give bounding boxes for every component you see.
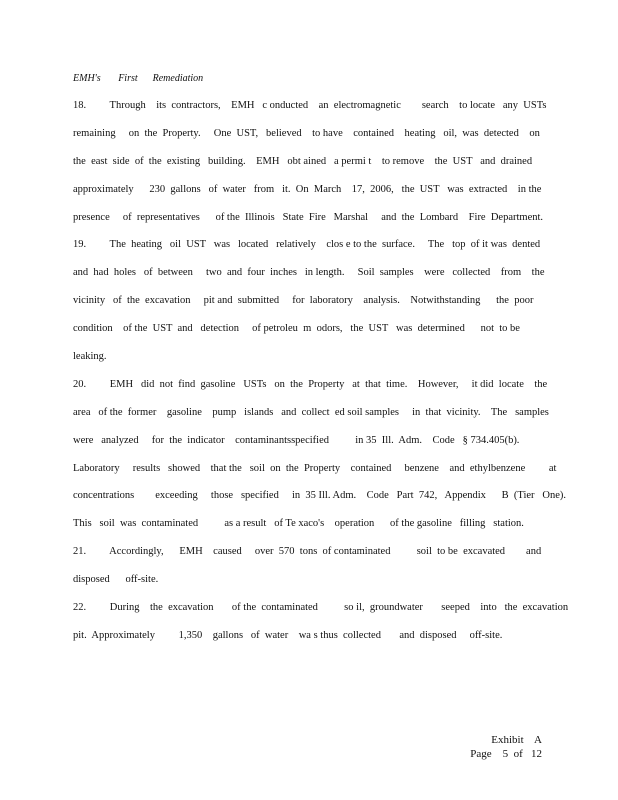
section-heading: EMH's First Remediation: [73, 73, 204, 84]
text-line: presence of representatives of the Illinois State Fire Marshal and the Lombard Fire Department.: [73, 211, 544, 223]
exhibit-label: Exhibit A: [491, 734, 542, 746]
text-line: 21. Accordingly, EMH caused over 570 tons of contaminated soil to be excavated and: [73, 546, 542, 558]
text-line: concentrations exceeding those specified in 35 Ill. Adm. Code Part 742, Appendix B (Tier One).: [73, 490, 567, 502]
text-line: area of the former gasoline pump islands and collect ed soil samples in that vicinity. The samples: [73, 406, 549, 418]
text-line: This soil was contaminated as a result of Te xaco's operation of the gasoline filling station.: [73, 518, 524, 530]
text-line: approximately 230 gallons of water from it. On March 17, 2006, the UST was extracted in the: [73, 183, 542, 195]
page-number: Page 5 of 12: [470, 748, 542, 760]
text-line: remaining on the Property. One UST, believed to have contained heating oil, was detected on: [73, 127, 540, 139]
text-line: 19. The heating oil UST was located relatively clos e to the surface. The top of it was dented: [73, 239, 541, 251]
text-line: were analyzed for the indicator contaminantsspecified in 35 Ill. Adm. Code § 734.405(b).: [73, 434, 520, 446]
text-line: disposed off-site.: [73, 574, 159, 586]
text-line: and had holes of between two and four inches in length. Soil samples were collected from the: [73, 267, 545, 279]
body-text: [73, 98, 569, 656]
text-line: the east side of the existing building. EMH obt ained a permi t to remove the UST and drained: [73, 155, 533, 167]
page-footer: [470, 733, 542, 761]
text-line: 18. Through its contractors, EMH c onducted an electromagnetic search to locate any USTs: [73, 100, 547, 111]
text-line: leaking.: [73, 351, 107, 363]
text-line: 22. During the excavation of the contaminated so il, groundwater seeped into the excavation: [73, 602, 569, 614]
text-line: Laboratory results showed that the soil on the Property contained benzene and ethylbenzene at: [73, 462, 557, 474]
text-line: condition of the UST and detection of petroleu m odors, the UST was determined not to be: [73, 323, 520, 335]
text-line: vicinity of the excavation pit and submitted for laboratory analysis. Notwithstanding the poor: [73, 295, 534, 307]
text-line: 20. EMH did not find gasoline USTs on the Property at that time. However, it did locate the: [73, 378, 548, 390]
text-line: pit. Approximately 1,350 gallons of water wa s thus collected and disposed off-site.: [73, 629, 503, 641]
